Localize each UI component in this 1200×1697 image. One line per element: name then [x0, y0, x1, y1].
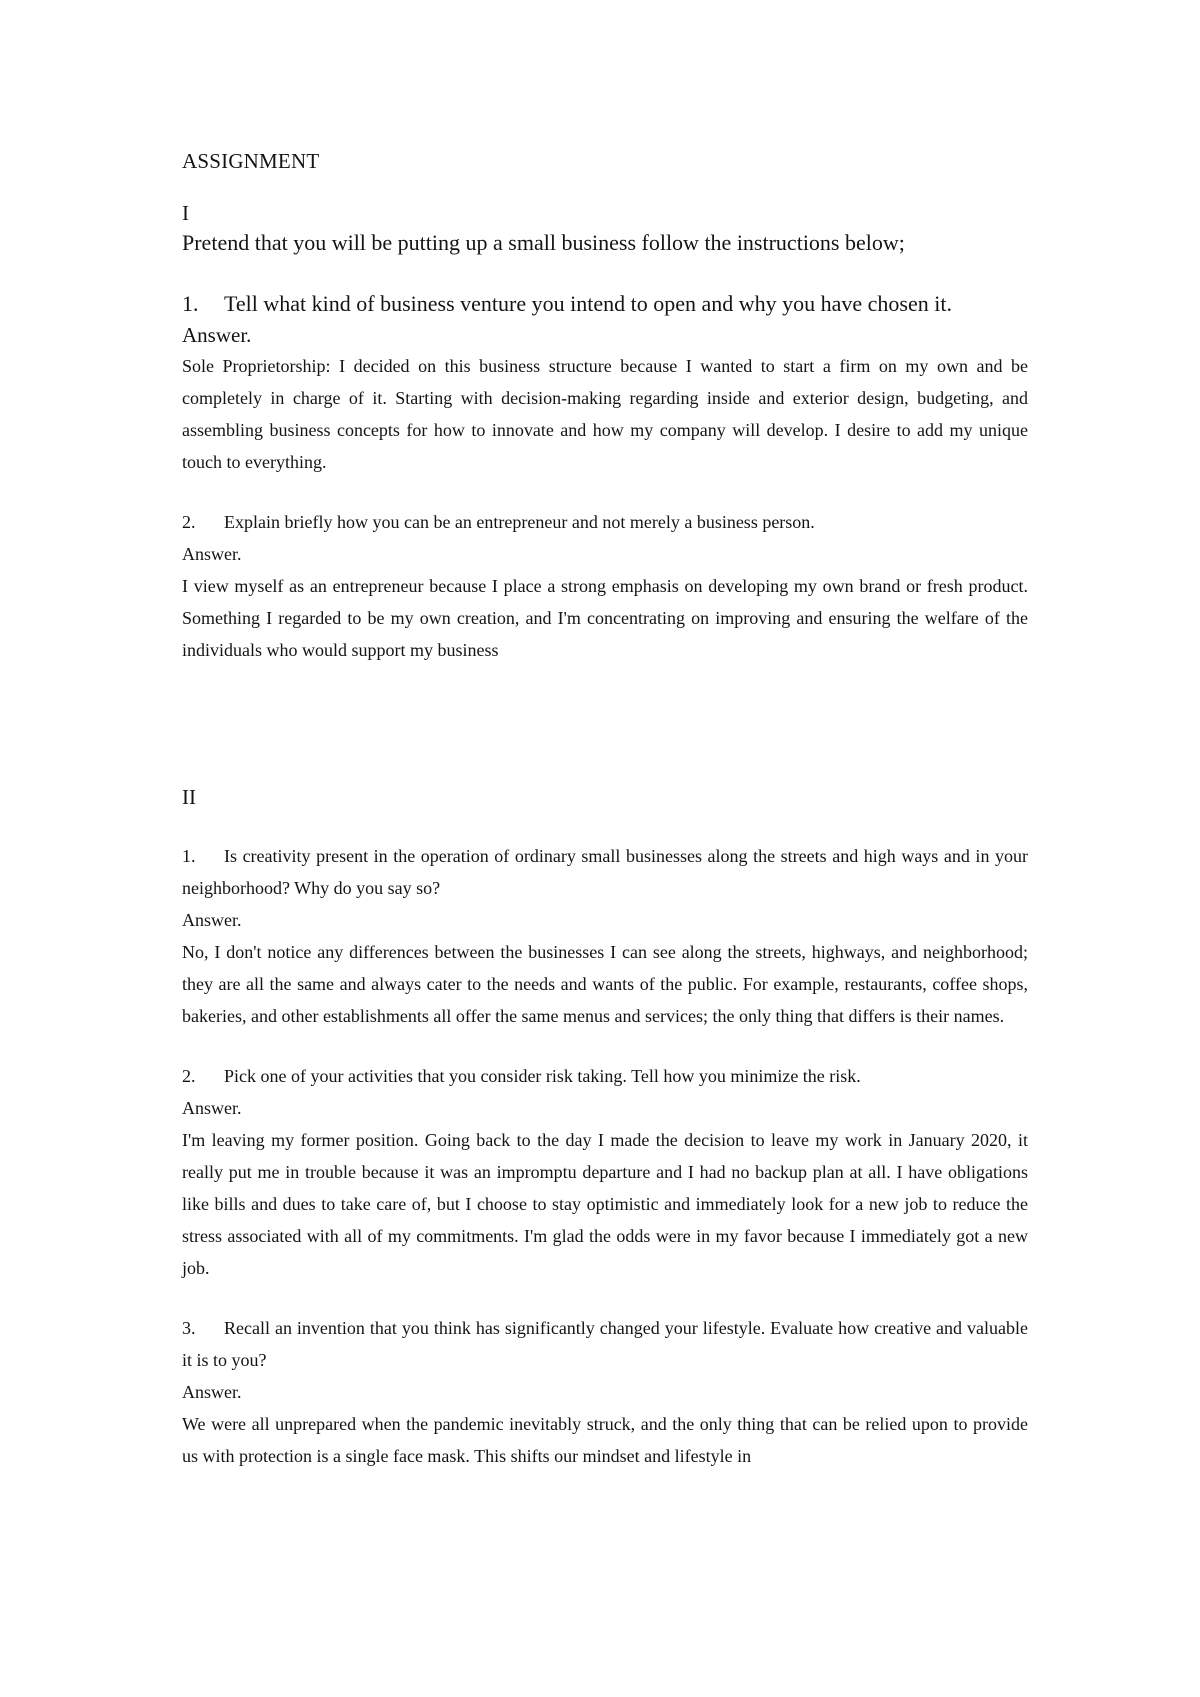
answer-label: Answer.: [182, 1098, 242, 1118]
answer-label: Answer.: [182, 1382, 242, 1402]
question-1-2: [182, 506, 1028, 538]
question-text: Pick one of your activities that you consider risk taking. Tell how you minimize the risk.: [224, 1066, 861, 1086]
question-text: Explain briefly how you can be an entrepreneur and not merely a business person.: [224, 512, 815, 532]
section-intro: Pretend that you will be putting up a small business follow the instructions below;: [182, 230, 905, 255]
question-2-1: [182, 840, 1028, 904]
question-text: Recall an invention that you think has significantly changed your lifestyle. Evaluate how creative and valuable it is to you?: [182, 1318, 1028, 1370]
answer-text-1-1: Sole Proprietorship: I decided on this business structure because I wanted to start a firm on my own and be completely in charge of it. Starting with decision-making regarding inside and exterior design, budgeting, and assembling business concepts for how to innovate and how my company will develop. I desire to add my unique touch to everything.: [182, 356, 1028, 472]
question-2-3: [182, 1312, 1028, 1376]
question-2-2: [182, 1060, 1028, 1092]
answer-label: Answer.: [182, 910, 242, 930]
answer-text-1-2: I view myself as an entrepreneur because I place a strong emphasis on developing my own brand or fresh product. Something I regarded to be my own creation, and I'm concentrating on improving and ensuring the welfare of the individuals who would support my business: [182, 576, 1028, 660]
answer-text-2-1: No, I don't notice any differences between the businesses I can see along the streets, highways, and neighborhood; they are all the same and always cater to the needs and wants of the public. For example, restaurants, coffee shops, bakeries, and other establishments all offer the same menus and services; the only thing that differs is their names.: [182, 942, 1028, 1026]
answer-text-2-3: We were all unprepared when the pandemic inevitably struck, and the only thing that can be relied upon to provide us with protection is a single face mask. This shifts our mindset and lifestyle in: [182, 1414, 1028, 1466]
question-text: Is creativity present in the operation of ordinary small businesses along the streets and high ways and in your neighborhood? Why do you say so?: [182, 846, 1028, 898]
document-title: ASSIGNMENT: [182, 149, 320, 173]
answer-label: Answer.: [182, 323, 252, 347]
question-1-1: [182, 288, 1028, 320]
question-number: 2.: [182, 1066, 196, 1086]
question-number: 3.: [182, 1318, 196, 1338]
section-label-ii: II: [182, 785, 196, 809]
section-label-i: I: [182, 201, 189, 225]
question-number: 1.: [182, 846, 196, 866]
answer-label: Answer.: [182, 544, 242, 564]
question-number: 1.: [182, 291, 199, 316]
question-number: 2.: [182, 512, 196, 532]
question-text: Tell what kind of business venture you intend to open and why you have chosen it.: [224, 291, 952, 316]
answer-text-2-2: I'm leaving my former position. Going back to the day I made the decision to leave my work in January 2020, it really put me in trouble because it was an impromptu departure and I had no backup plan at all. I have obligations like bills and dues to take care of, but I choose to stay optimistic and immediately look for a new job to reduce the stress associated with all of my commitments. I'm glad the odds were in my favor because I immediately got a new job.: [182, 1130, 1028, 1278]
document-content: [182, 146, 1028, 1472]
